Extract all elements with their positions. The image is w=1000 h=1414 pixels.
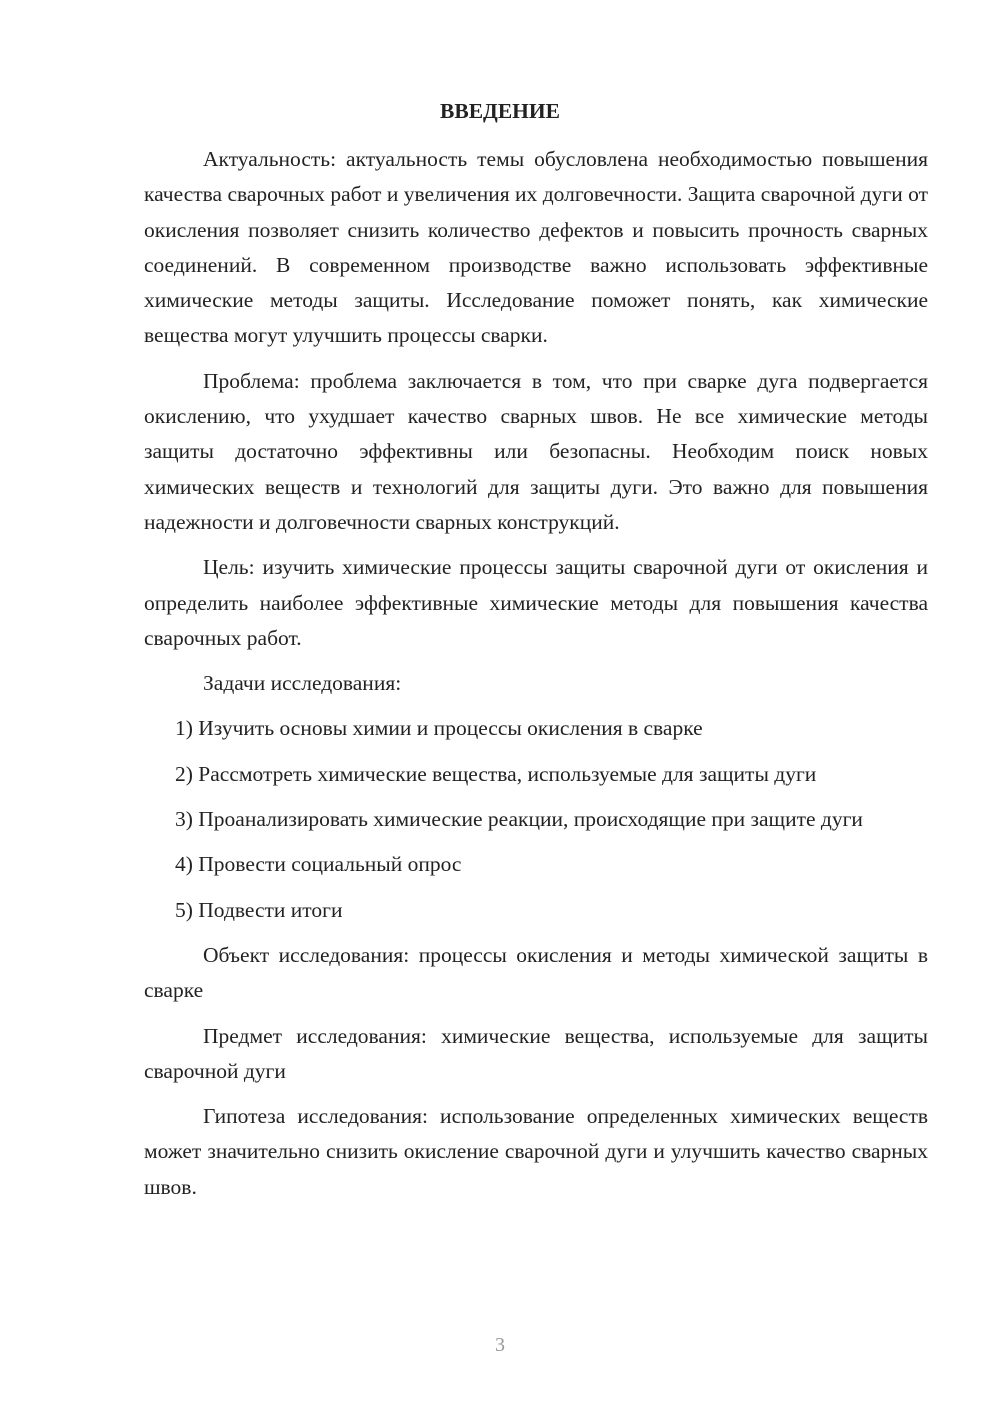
page-number: 3 — [495, 1334, 505, 1356]
task-item-2: 2) Рассмотреть химические вещества, используемые для защиты дуги — [175, 761, 817, 786]
task-item-1: 1) Изучить основы химии и процессы окисления в сварке — [175, 716, 703, 741]
task-item-4: 4) Провести социальный опрос — [175, 852, 462, 877]
goal-paragraph: Цель: изучить химические процессы защиты сварочной дуги от окисления и определить наиболее эффективные химические методы для повышения качества сварочных работ. — [144, 555, 928, 650]
relevance-paragraph: Актуальность: актуальность темы обусловлена необходимостью повышения качества сварочных работ и увеличения их долговечности. Защита сварочной дуги от окисления позволяет снизить количество дефектов и повысить прочность сварных соединений. В современном производстве важно использовать эффективные химические методы защиты. Исследование поможет понять, как химические вещества могут улучшить процессы сварки. — [144, 147, 928, 348]
subject-paragraph: Предмет исследования: химические вещества, используемые для защиты сварочной дуги — [144, 1023, 928, 1083]
object-paragraph: Объект исследования: процессы окисления и методы химической защиты в сварке — [144, 942, 928, 1003]
problem-paragraph: Проблема: проблема заключается в том, что при сварке дуга подвергается окислению, что ухудшает качество сварных швов. Не все химические методы защиты достаточно эффективны или безопасны. Необходим поиск новых химических веществ и технологий для защиты дуги. Это важно для повышения надежности и долговечности сварных конструкций. — [144, 368, 928, 534]
hypothesis-paragraph: Гипотеза исследования: использование определенных химических веществ может значительно снизить окисление сварочной дуги и улучшить качество сварных швов. — [144, 1104, 928, 1199]
task-item-5: 5) Подвести итоги — [175, 897, 343, 922]
document-body — [144, 142, 928, 1215]
tasks-heading: Задачи исследования: — [203, 671, 402, 696]
task-item-3: 3) Проанализировать химические реакции, происходящие при защите дуги — [175, 807, 863, 832]
page-title: ВВЕДЕНИЕ — [440, 99, 560, 123]
